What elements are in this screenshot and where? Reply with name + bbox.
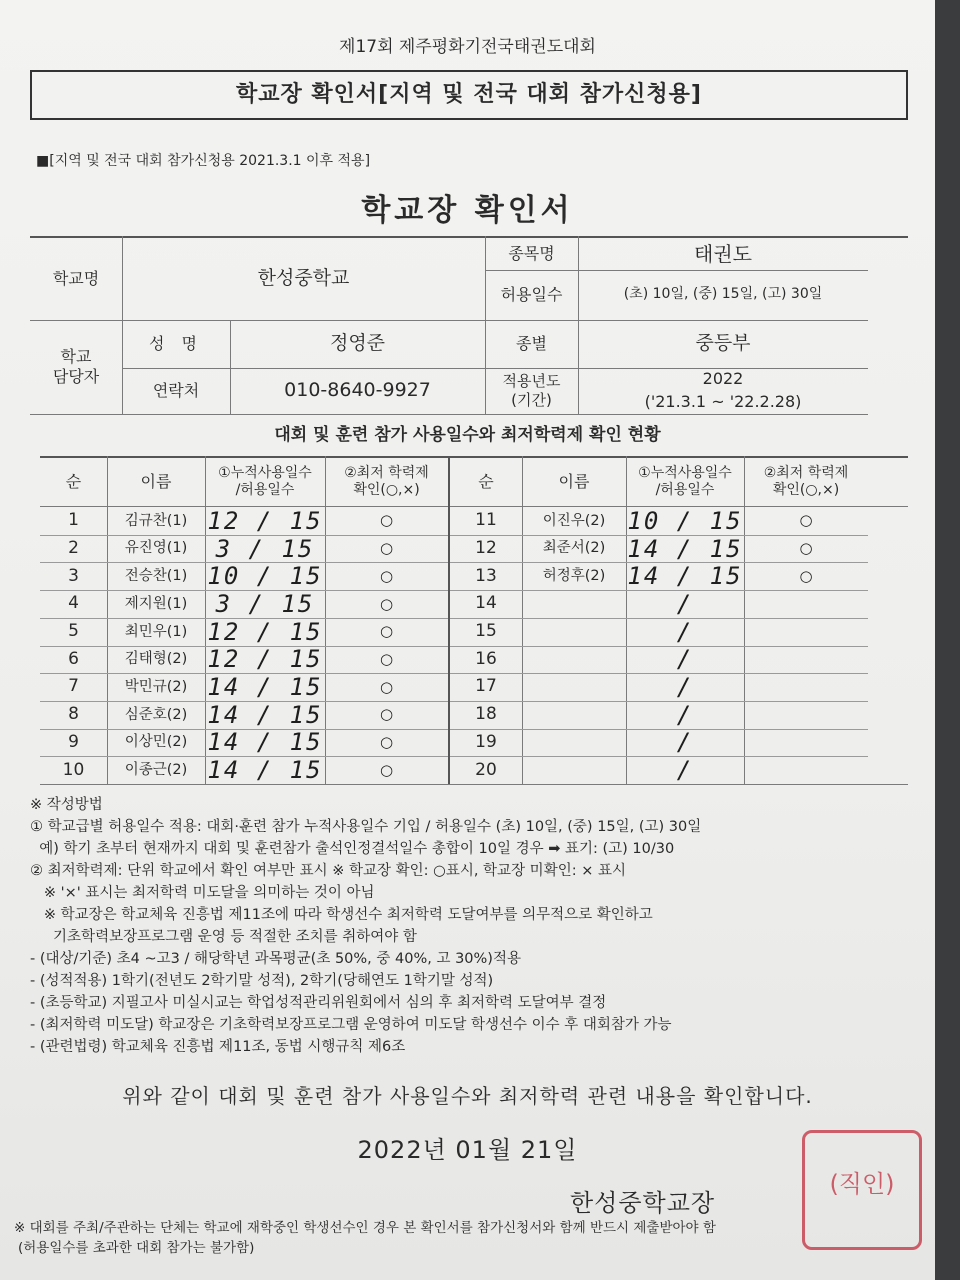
days-used: / xyxy=(676,617,694,646)
instruction-line: - (관련법령) 학교체육 진흥법 제11조, 동법 시행규칙 제6조 xyxy=(30,1039,406,1055)
event-value: 태권도 xyxy=(694,241,752,266)
min-academic-check: ○ xyxy=(799,539,813,558)
min-academic-check: ○ xyxy=(379,594,394,613)
instruction-line: 기초학력보장프로그램 운영 등 적절한 조치를 취하여야 함 xyxy=(30,929,417,945)
min-academic-check xyxy=(744,590,868,618)
row-number: 14 xyxy=(475,593,497,614)
instruction-line: ※ '×' 표시는 최저학력 미도달을 의미하는 것이 아님 xyxy=(30,885,375,901)
min-academic-check: ○ xyxy=(379,566,394,585)
row-number: 12 xyxy=(475,537,497,558)
student-name xyxy=(522,618,626,646)
instruction-line: - (성적적용) 1학기(전년도 2학기말 성적), 2학기(당해연도 1학기말 성적) xyxy=(30,973,494,989)
row-number: 1 xyxy=(68,510,79,531)
row-number: 8 xyxy=(68,704,79,725)
col-name-header-right: 이름 xyxy=(558,472,590,491)
days-used: 3 / 15 xyxy=(215,589,315,618)
min-academic-check: ○ xyxy=(379,733,394,752)
col-min-header: ②최저 학력제 확인(○,×) xyxy=(344,464,429,498)
staff-name-label: 성 명 xyxy=(149,334,203,353)
row-number: 4 xyxy=(68,593,79,614)
min-academic-check xyxy=(744,618,868,646)
days-used: 14 / 15 xyxy=(207,728,323,757)
instruction-line: ※ 작성방법 xyxy=(30,797,103,813)
min-academic-check: ○ xyxy=(799,511,813,530)
student-name: 이종근(2) xyxy=(124,762,188,779)
days-used: / xyxy=(676,756,694,785)
min-academic-check: ○ xyxy=(379,539,394,558)
official-seal: (직인) xyxy=(802,1130,922,1250)
allow-days-label: 허용일수 xyxy=(500,285,563,304)
row-number: 17 xyxy=(475,676,497,697)
student-name: 이상민(2) xyxy=(124,734,188,751)
row-number: 20 xyxy=(475,759,497,780)
instruction-line: - (초등학교) 지필고사 미실시교는 학업성적관리위원회에서 심의 후 최저학력 도달여부 결정 xyxy=(30,995,607,1011)
days-used: 14 / 15 xyxy=(627,562,743,591)
row-number: 15 xyxy=(475,621,497,642)
row-number: 2 xyxy=(68,537,79,558)
days-used: 14 / 15 xyxy=(207,673,323,702)
year-value: 2022 xyxy=(702,369,744,388)
issue-date: 2022년 01월 21일 xyxy=(357,1136,578,1164)
col-days-header: ①누적사용일수 /허용일수 xyxy=(218,464,312,498)
student-name xyxy=(522,646,626,674)
main-title: 학교장 확인서 xyxy=(361,193,574,228)
days-used: 14 / 15 xyxy=(207,700,323,729)
applicability-note: ■[지역 및 전국 대회 참가신청용 2021.3.1 이후 적용] xyxy=(36,153,371,169)
instruction-line: 예) 학기 초부터 현재까지 대회 및 훈련참가 출석인정결석일수 총합이 10일 경우 ➡ 표기: (고) 10/30 xyxy=(30,841,675,857)
instruction-line: ※ 학교장은 학교체육 진흥법 제11조에 따라 학생선수 최저학력 도달여부를 의무적으로 확인하고 xyxy=(30,907,653,923)
row-number: 9 xyxy=(68,731,79,752)
period-value: ('21.3.1 ~ '22.2.28) xyxy=(644,392,802,411)
year-label: 적용년도 (기간) xyxy=(502,372,561,409)
footer-note xyxy=(14,1218,914,1258)
row-number: 18 xyxy=(475,704,497,725)
col-no-header-right: 순 xyxy=(478,472,494,491)
days-used: 3 / 15 xyxy=(215,534,315,563)
student-name: 최민우(1) xyxy=(124,623,188,640)
student-name xyxy=(522,701,626,729)
min-academic-check: ○ xyxy=(379,705,394,724)
event-label: 종목명 xyxy=(508,244,555,263)
staff-label: 학교 담당자 xyxy=(52,347,100,386)
student-name: 최준서(2) xyxy=(542,540,606,557)
row-number: 13 xyxy=(475,565,497,586)
instruction-line: - (대상/기준) 초4 ~고3 / 해당학년 과목평균(초 50%, 중 40%, 고 30%)적용 xyxy=(30,951,521,967)
class-value: 중등부 xyxy=(695,332,751,355)
instruction-line: - (최저학력 미도달) 학교장은 기초학력보장프로그램 운영하여 미도달 학생선수 이수 후 대회참가 가능 xyxy=(30,1017,672,1033)
student-name: 박민규(2) xyxy=(124,678,188,695)
footer-line: ※ 대회를 주최/주관하는 단체는 학교에 재학중인 학생선수인 경우 본 확인서를 참가신청서와 함께 반드시 제출받아야 함 xyxy=(14,1220,716,1236)
instruction-line: ① 학교급별 허용일수 적용: 대회·훈련 참가 누적사용일수 기입 / 허용일수 (초) 10일, (중) 15일, (고) 30일 xyxy=(30,819,702,835)
min-academic-check xyxy=(744,673,868,701)
days-used: / xyxy=(676,589,694,618)
min-academic-check xyxy=(744,756,868,784)
min-academic-check: ○ xyxy=(379,622,394,641)
days-used: 10 / 15 xyxy=(207,562,323,591)
student-name: 제지원(1) xyxy=(124,595,188,612)
min-academic-check xyxy=(744,646,868,674)
days-used: 12 / 15 xyxy=(207,617,323,646)
school-name: 한성중학교 xyxy=(257,267,350,290)
allow-days-value: (초) 10일, (중) 15일, (고) 30일 xyxy=(623,286,823,303)
min-academic-check: ○ xyxy=(379,677,394,696)
row-number: 19 xyxy=(475,731,497,752)
instruction-line: ② 최저학력제: 단위 학교에서 확인 여부만 표시 ※ 학교장 확인: ○표시, 학교장 미확인: × 표시 xyxy=(30,863,626,879)
student-name xyxy=(522,756,626,784)
student-name: 유진영(1) xyxy=(124,540,188,557)
student-name: 김규찬(1) xyxy=(124,512,188,529)
min-academic-check: ○ xyxy=(379,649,394,668)
instructions xyxy=(30,794,910,1058)
student-name: 허정후(2) xyxy=(542,568,606,585)
days-used: / xyxy=(676,645,694,674)
col-days-header-right: ①누적사용일수 /허용일수 xyxy=(638,464,732,498)
days-used: 12 / 15 xyxy=(207,645,323,674)
days-used: 10 / 15 xyxy=(627,506,743,535)
school-label: 학교명 xyxy=(52,269,100,288)
staff-name: 정영준 xyxy=(329,332,386,355)
competition-title: 제17회 제주평화기전국태권도대회 xyxy=(339,37,596,57)
class-label: 종별 xyxy=(516,334,547,353)
row-number: 3 xyxy=(68,565,79,586)
student-name: 전승찬(1) xyxy=(124,568,188,585)
row-number: 10 xyxy=(62,759,85,780)
min-academic-check: ○ xyxy=(379,511,394,530)
days-used: 14 / 15 xyxy=(207,756,323,785)
student-name: 이진우(2) xyxy=(542,512,606,529)
col-name-header: 이름 xyxy=(140,472,172,491)
row-number: 11 xyxy=(475,510,497,531)
min-academic-check: ○ xyxy=(379,760,394,779)
student-name xyxy=(522,729,626,757)
confirmation-text: 위와 같이 대회 및 훈련 참가 사용일수와 최저학력 관련 내용을 확인합니다. xyxy=(122,1084,813,1108)
contact-label: 연락처 xyxy=(152,381,200,400)
student-name xyxy=(522,673,626,701)
days-used: / xyxy=(676,673,694,702)
days-used: / xyxy=(676,700,694,729)
days-used: 12 / 15 xyxy=(207,506,323,535)
student-name: 심준호(2) xyxy=(124,706,188,723)
min-academic-check xyxy=(744,729,868,757)
student-name: 김태형(2) xyxy=(124,651,188,668)
contact-value: 010-8640-9927 xyxy=(284,379,431,402)
student-name xyxy=(522,590,626,618)
min-academic-check xyxy=(744,701,868,729)
row-number: 6 xyxy=(68,648,79,669)
row-number: 5 xyxy=(68,621,79,642)
status-title: 대회 및 훈련 참가 사용일수와 최저학력제 확인 현황 xyxy=(274,425,661,445)
form-title-box: 학교장 확인서[지역 및 전국 대회 참가신청용] xyxy=(30,70,908,120)
row-number: 16 xyxy=(475,648,497,669)
min-academic-check: ○ xyxy=(799,566,813,585)
col-no-header: 순 xyxy=(65,472,82,491)
col-min-header-right: ②최저 학력제 확인(○,×) xyxy=(763,464,849,498)
days-used: / xyxy=(676,728,694,757)
days-used: 14 / 15 xyxy=(627,534,743,563)
footer-line: (허용일수를 초과한 대회 참가는 불가함) xyxy=(18,1240,255,1256)
row-number: 7 xyxy=(68,676,79,697)
principal-name: 한성중학교장 xyxy=(570,1189,716,1217)
